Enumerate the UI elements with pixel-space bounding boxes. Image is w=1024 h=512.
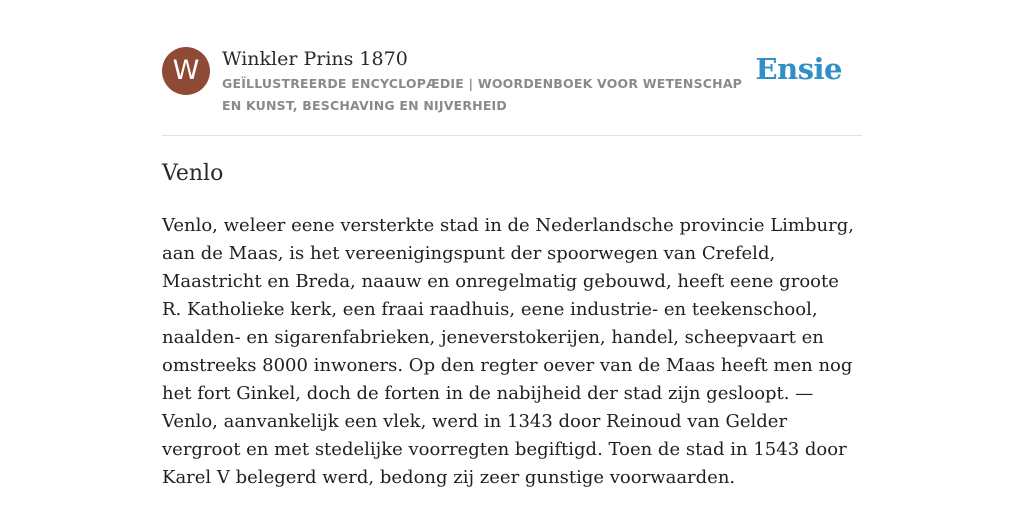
source-header <box>162 47 862 117</box>
header-divider <box>162 135 862 136</box>
source-title[interactable]: Winkler Prins 1870 <box>222 48 408 70</box>
source-avatar[interactable]: W <box>162 47 210 95</box>
ensie-logo[interactable]: Ensie <box>755 52 842 86</box>
entry-body: Venlo, weleer eene versterkte stad in de Nederlandsche provincie Limburg, aan de Maas, is het vereenigingspunt der spoorwegen van Crefeld, Maastricht en Breda, naauw en onregelmatig gebouwd, heeft eene groote R. Katholieke kerk, een fraai raadhuis, eene industrie- en teekenschool, naalden- en sigarenfabrieken, jeneverstokerijen, handel, scheepvaart en omstreeks 8000 inwoners. Op den regter oever van de Maas heeft men nog het fort Ginkel, doch de forten in de nabijheid der stad zijn gesloopt. — Venlo, aanvankelijk een vlek, werd in 1343 door Reinoud van Gelder vergroot en met stedelijke voorregten begiftigd. Toen de stad in 1543 door Karel V belegerd werd, bedong zij zeer gunstige voorwaarden. <box>162 215 854 488</box>
source-subtitle: GEÏLLUSTREERDE ENCYCLOPÆDIE | WOORDENBOEK VOOR WETENSCHAP EN KUNST, BESCHAVING EN NIJVERHEID <box>222 76 743 113</box>
article-page <box>162 0 862 512</box>
entry-title: Venlo <box>162 161 224 186</box>
